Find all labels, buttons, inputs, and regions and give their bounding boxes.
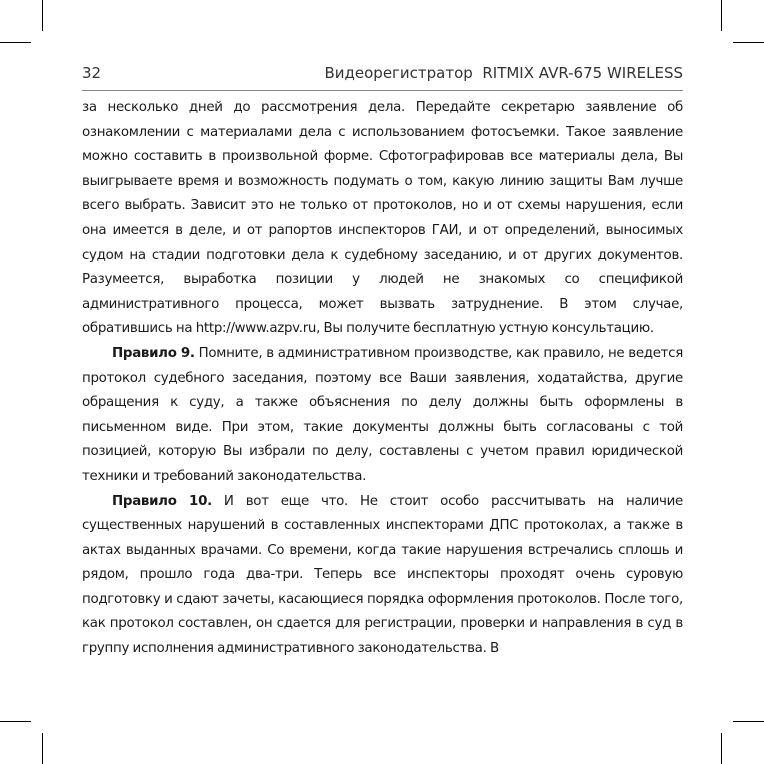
paragraph-rule-10 <box>82 490 683 662</box>
rule-10-text: И вот еще что. Не стоит особо рассчитывать на наличие существенных нарушений в составленных инспекторами ДПС протоколах, а также в актах выданных врачами. Со времени, когда такие нарушения встречались сплошь и рядом, прошло года два-три. Теперь все инспекторы проходят очень суровую подготовку и сдают зачеты, касающиеся порядка оформления протоколов. После того, как протокол составлен, он сдается для регистрации, проверки и направления в суд в группу исполнения административного законодательства. В <box>82 493 683 657</box>
crop-mark-bottom-left-horizontal <box>0 721 31 722</box>
rule-10-label: Правило 10. <box>112 493 212 509</box>
page-header <box>82 64 683 86</box>
paragraph-intro <box>82 96 683 342</box>
crop-mark-bottom-right-horizontal <box>733 721 764 722</box>
crop-mark-top-right-horizontal <box>733 42 764 43</box>
crop-mark-top-left-vertical <box>42 0 43 31</box>
crop-mark-top-right-vertical <box>721 0 722 31</box>
crop-mark-bottom-left-vertical <box>42 733 43 764</box>
paragraph-rule-9 <box>82 342 683 490</box>
page-number: 32 <box>82 64 102 82</box>
paragraph-intro-text: за несколько дней до рассмотрения дела. Передайте секретарю заявление об ознакомлении с материалами дела с использованием фотосъемки. Такое заявление можно составить в произвольной форме. Сфотографировав все материалы дела, Вы выигрываете время и возможность подумать о том, какую линию защиты Вам лучше всего выбрать. Зависит это не только от протоколов, но и от схемы нарушения, если она имеется в деле, и от рапортов инспекторов ГАИ, и от определений, выносимых судом на стадии подготовки дела к судебному заседанию, и от других документов. Разумеется, выработка позиции у людей не знакомых со спецификой административного процесса, может вызвать затруднение. В этом случае, обратившись на http://www.azpv.ru, Вы получите бесплатную устную консультацию. <box>82 100 683 337</box>
running-title: Видеорегистратор RITMIX AVR-675 WIRELESS <box>324 64 683 82</box>
header-divider <box>82 90 683 91</box>
body-text <box>82 96 683 662</box>
rule-9-text: Помните, в административном производстве, как правило, не ведется протокол судебного заседания, поэтому все Ваши заявления, ходатайства, другие обращения к суду, а также объяснения по делу должны быть оформлены в письменном виде. При этом, такие документы должны быть согласованы с той позицией, которую Вы избрали по делу, составлены с учетом правил юридической техники и требований законодательства. <box>82 345 683 484</box>
crop-mark-top-left-horizontal <box>0 42 31 43</box>
rule-9-label: Правило 9. <box>112 345 195 361</box>
crop-mark-bottom-right-vertical <box>721 733 722 764</box>
